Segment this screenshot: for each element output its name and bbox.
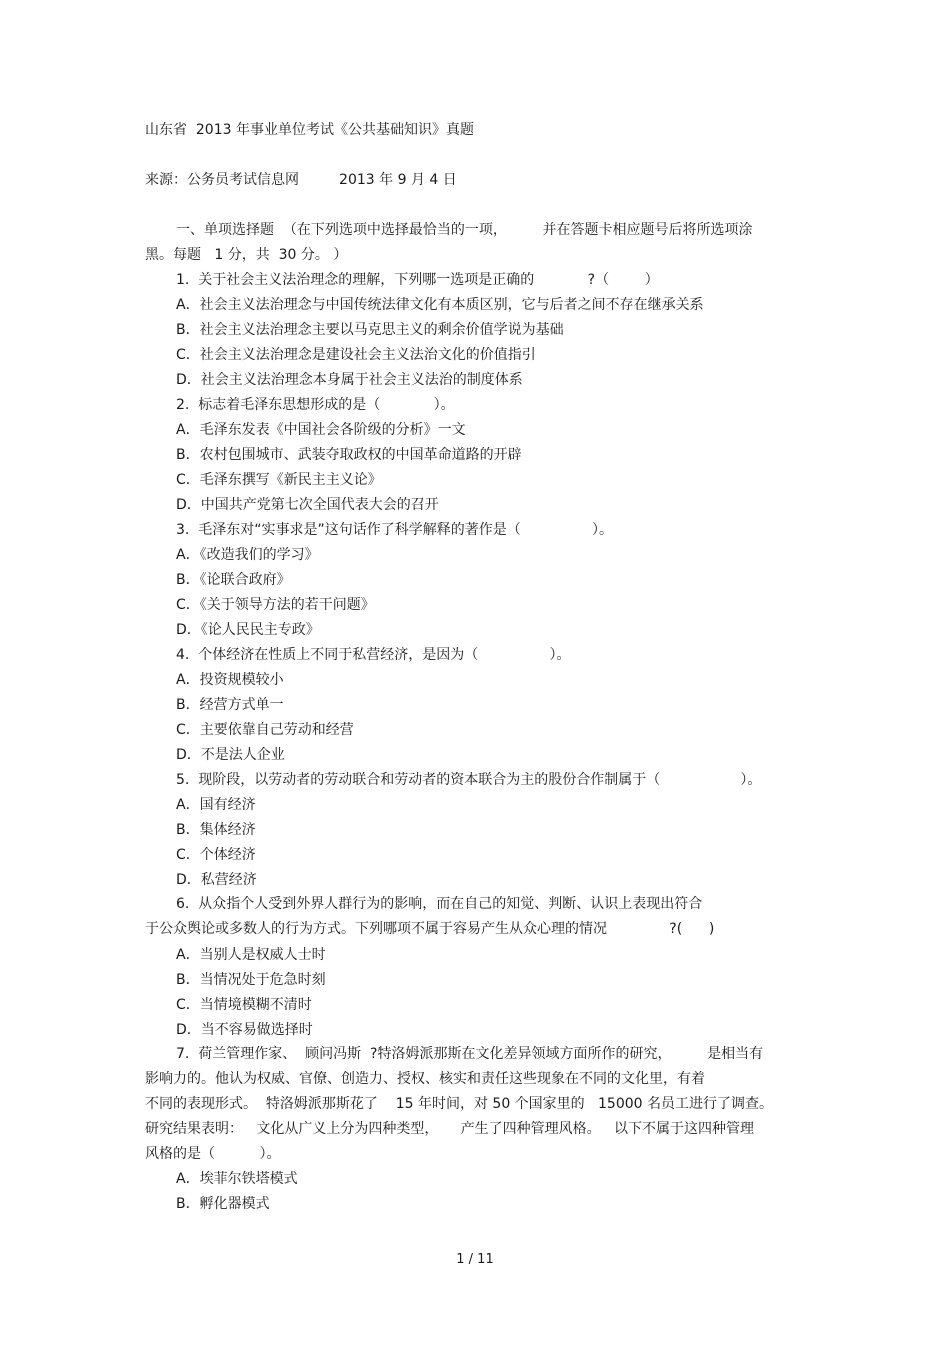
option-a: A．毛泽东发表《中国社会各阶级的分析》一文: [176, 422, 466, 438]
question-stem-continued: 于公众舆论或多数人的行为方式。下列哪项不属于容易产生从众心理的情况 ?( ): [145, 921, 715, 937]
option-a: A．《改造我们的学习》: [176, 547, 319, 563]
option-c: C．《关于领导方法的若干问题》: [176, 597, 375, 613]
option-a: A．当别人是权威人士时: [176, 947, 326, 963]
page-title: 山东省 2013 年事业单位考试《公共基础知识》真题: [145, 122, 474, 138]
option-d: D．《论人民民主专政》: [176, 622, 320, 638]
option-a: A．投资规模较小: [176, 672, 284, 688]
question-stem-continued: 风格的是（ ）。: [145, 1146, 281, 1162]
option-b: B．当情况处于危急时刻: [176, 972, 326, 988]
option-c: C．社会主义法治理念是建设社会主义法治文化的价值指引: [176, 347, 536, 363]
option-b: B．集体经济: [176, 822, 256, 838]
option-a: A．社会主义法治理念与中国传统法律文化有本质区别，它与后者之间不存在继承关系: [176, 297, 704, 313]
option-b: B．农村包围城市、武装夺取政权的中国革命道路的开辟: [176, 447, 522, 463]
question-stem: 5. 现阶段，以劳动者的劳动联合和劳动者的资本联合为主的股份合作制属于（ ）。: [176, 772, 762, 788]
question-stem-continued: 研究结果表明： 文化从广义上分为四种类型， 产生了四种管理风格。 以下不属于这四种管理: [145, 1121, 754, 1137]
question-stem: 4. 个体经济在性质上不同于私营经济，是因为（ ）。: [176, 647, 571, 663]
option-c: C．当情境模糊不清时: [176, 997, 312, 1013]
option-b: B．孵化器模式: [176, 1196, 270, 1212]
option-b: B．社会主义法治理念主要以马克思主义的剩余价值学说为基础: [176, 322, 564, 338]
option-c: C．个体经济: [176, 847, 256, 863]
question-stem: 3. 毛泽东对“实事求是”这句话作了科学解释的著作是（ ）。: [176, 522, 613, 538]
option-c: C．主要依靠自己劳动和经营: [176, 722, 354, 738]
question-stem: 6. 从众指个人受到外界人群行为的影响，而在自己的知觉、判断、认识上表现出符合: [176, 896, 703, 912]
option-d: D．中国共产党第七次全国代表大会的召开: [176, 497, 439, 513]
page-number: 1 / 11: [456, 1252, 494, 1267]
question-stem-continued: 不同的表现形式。 特洛姆派那斯花了 15 年时间，对 50 个国家里的 15000 名员工进行了调查。: [145, 1096, 774, 1112]
option-d: D．不是法人企业: [176, 747, 285, 763]
option-d: D．当不容易做选择时: [176, 1022, 313, 1038]
question-stem: 2. 标志着毛泽东思想形成的是（ ）。: [176, 397, 455, 413]
question-stem-continued: 影响力的。他认为权威、官僚、创造力、授权、核实和责任这些现象在不同的文化里，有着: [145, 1071, 705, 1087]
source-line: 来源：公务员考试信息网 2013 年 9 月 4 日: [145, 172, 457, 188]
section-intro-line: 黑。每题 1 分，共 30 分。 ）: [145, 247, 348, 263]
section-intro-line: 一、单项选择题 （在下列选项中选择最恰当的一项， 并在答题卡相应题号后将所选项涂: [176, 222, 753, 238]
option-b: B．经营方式单一: [176, 697, 284, 713]
option-c: C．毛泽东撰写《新民主主义论》: [176, 472, 382, 488]
option-a: A．埃菲尔铁塔模式: [176, 1171, 298, 1187]
option-a: A．国有经济: [176, 797, 256, 813]
option-d: D．私营经济: [176, 872, 257, 888]
option-b: B．《论联合政府》: [176, 572, 291, 588]
question-stem: 1. 关于社会主义法治理念的理解，下列哪一选项是正确的 ?（ ）: [176, 272, 659, 288]
question-stem: 7. 荷兰管理作家、 顾问冯斯 ?特洛姆派那斯在文化差异领域方面所作的研究， 是相当有: [176, 1046, 764, 1062]
option-d: D．社会主义法治理念本身属于社会主义法治的制度体系: [176, 372, 523, 388]
